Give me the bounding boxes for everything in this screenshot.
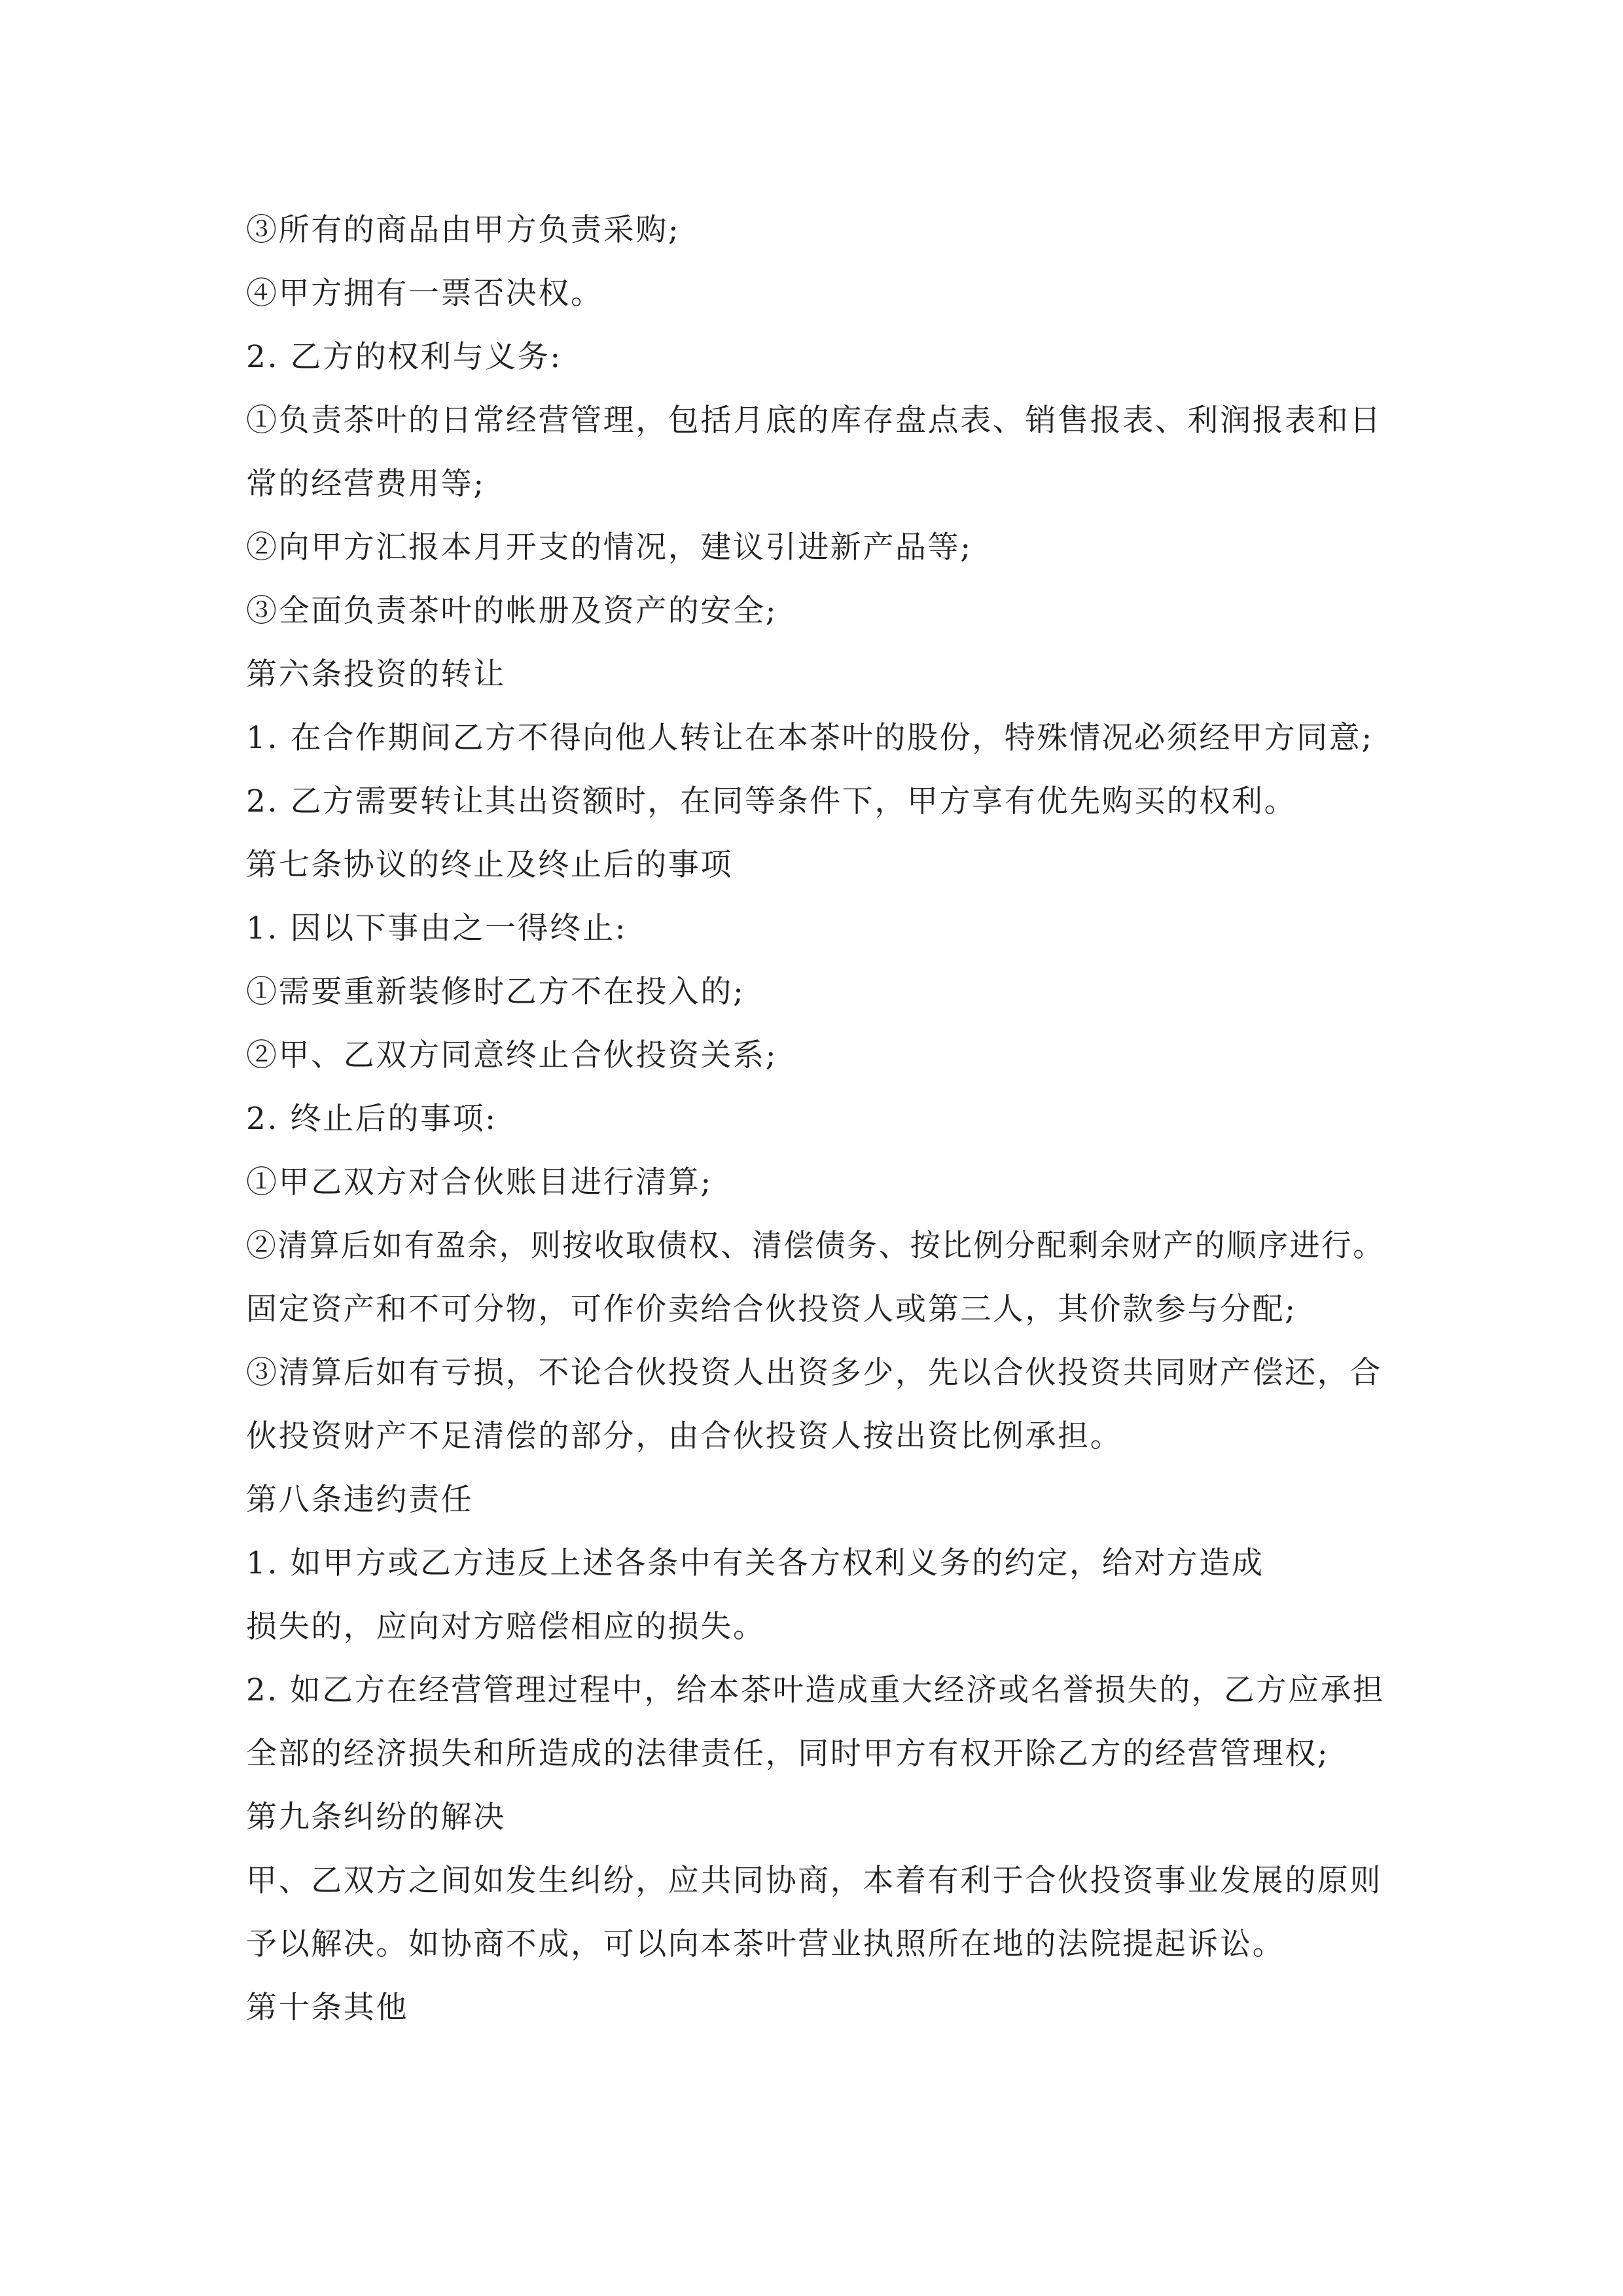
section-heading-6: 第六条投资的转让 bbox=[246, 656, 506, 692]
text-line-19: ③清算后如有亏损，不论合伙投资人出资多少，先以合伙投资共同财产偿还，合 bbox=[246, 1355, 1382, 1391]
text-line-27: 甲、乙双方之间如发生纠纷，应共同协商，本着有利于合伙投资事业发展的原则 bbox=[246, 1863, 1382, 1899]
text-line-2: ④甲方拥有一票否决权。 bbox=[246, 276, 603, 312]
text-line-23: 损失的，应向对方赔偿相应的损失。 bbox=[246, 1609, 766, 1645]
text-line-28: 予以解决。如协商不成，可以向本茶叶营业执照所在地的法院提起诉讼。 bbox=[246, 1926, 1285, 1962]
text-line-17: ②清算后如有盈余，则按收取债权、清偿债务、按比例分配剩余财产的顺序进行。 bbox=[246, 1228, 1385, 1264]
text-line-13: ①需要重新装修时乙方不在投入的; bbox=[246, 974, 745, 1010]
section-heading-9: 第九条纠纷的解决 bbox=[246, 1799, 506, 1835]
text-line-18: 固定资产和不可分物，可作价卖给合伙投资人或第三人，其价款参与分配; bbox=[246, 1291, 1297, 1327]
text-line-12: 1. 因以下事由之一得终止: bbox=[246, 910, 628, 946]
section-heading-10: 第十条其他 bbox=[246, 1990, 408, 2026]
text-line-25: 全部的经济损失和所造成的法律责任，同时甲方有权开除乙方的经营管理权; bbox=[246, 1736, 1330, 1772]
section-heading-8: 第八条违约责任 bbox=[246, 1482, 474, 1518]
text-line-10: 2. 乙方需要转让其出资额时，在同等条件下，甲方享有优先购买的权利。 bbox=[246, 783, 1297, 819]
text-line-1: ③所有的商品由甲方负责采购; bbox=[246, 212, 681, 248]
text-line-22: 1. 如甲方或乙方违反上述各条中有关各方权利义务的约定，给对方造成 bbox=[246, 1545, 1264, 1581]
text-line-24: 2. 如乙方在经营管理过程中，给本茶叶造成重大经济或名誉损失的，乙方应承担 bbox=[246, 1672, 1385, 1708]
text-line-20: 伙投资财产不足清偿的部分，由合伙投资人按出资比例承担。 bbox=[246, 1418, 1123, 1454]
text-line-15: 2. 终止后的事项: bbox=[246, 1101, 497, 1137]
text-line-7: ③全面负责茶叶的帐册及资产的安全; bbox=[246, 593, 778, 629]
text-line-4: ①负责茶叶的日常经营管理，包括月底的库存盘点表、销售报表、利润报表和日 bbox=[246, 403, 1382, 439]
text-line-6: ②向甲方汇报本月开支的情况，建议引进新产品等; bbox=[246, 529, 972, 565]
text-line-16: ①甲乙双方对合伙账目进行清算; bbox=[246, 1164, 713, 1200]
text-line-14: ②甲、乙双方同意终止合伙投资关系; bbox=[246, 1037, 778, 1073]
text-line-3: 2. 乙方的权利与义务: bbox=[246, 339, 562, 375]
text-line-5: 常的经营费用等; bbox=[246, 466, 486, 502]
text-line-9: 1. 在合作期间乙方不得向他人转让在本茶叶的股份，特殊情况必须经甲方同意; bbox=[246, 720, 1374, 756]
section-heading-7: 第七条协议的终止及终止后的事项 bbox=[246, 847, 733, 883]
